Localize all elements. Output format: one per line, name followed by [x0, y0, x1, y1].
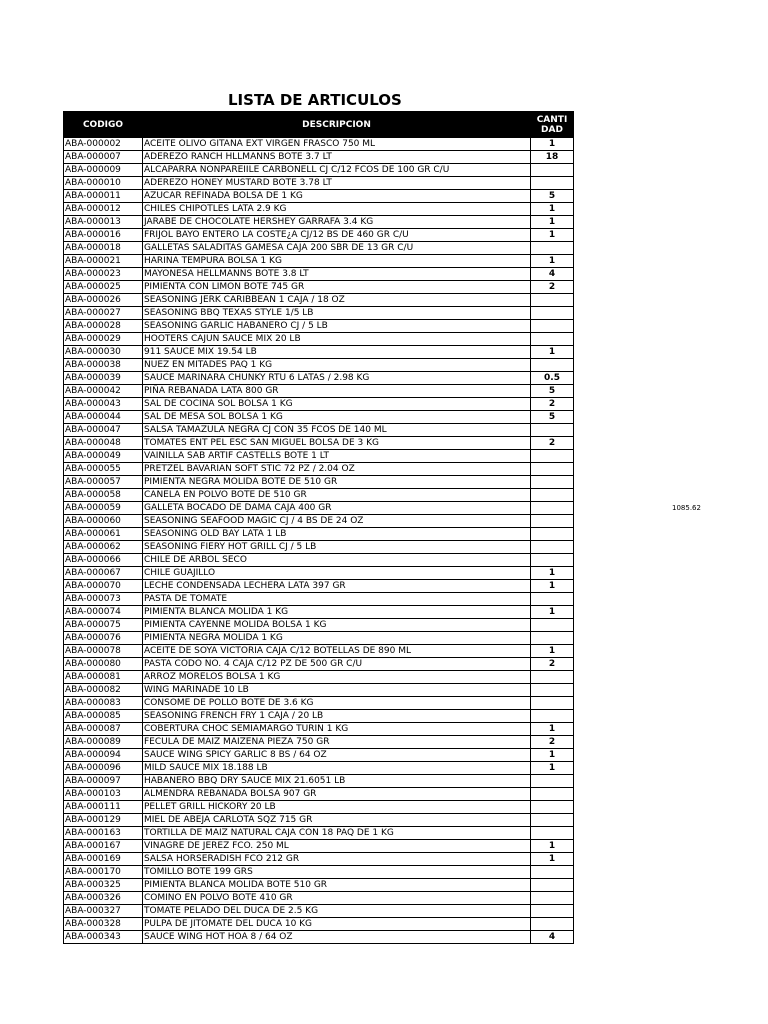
- table-row: [64, 632, 574, 645]
- table-row: [64, 892, 574, 905]
- cell-descripcion: HARINA TEMPURA BOLSA 1 KG: [143, 255, 531, 268]
- header-descripcion: DESCRIPCION: [143, 112, 531, 138]
- cell-codigo: ABA-000097: [64, 775, 143, 788]
- table-row: [64, 827, 574, 840]
- cell-codigo: ABA-000061: [64, 528, 143, 541]
- cell-descripcion: TOMATE PELADO DEL DUCA DE 2.5 KG: [143, 905, 531, 918]
- cell-codigo: ABA-000018: [64, 242, 143, 255]
- cell-cantidad: 1: [531, 840, 574, 853]
- cell-codigo: ABA-000081: [64, 671, 143, 684]
- cell-descripcion: WING MARINADE 10 LB: [143, 684, 531, 697]
- cell-codigo: ABA-000021: [64, 255, 143, 268]
- cell-cantidad: [531, 710, 574, 723]
- cell-cantidad: [531, 463, 574, 476]
- cell-cantidad: [531, 242, 574, 255]
- cell-descripcion: FECULA DE MAIZ MAIZENA PIEZA 750 GR: [143, 736, 531, 749]
- cell-codigo: ABA-000011: [64, 190, 143, 203]
- cell-codigo: ABA-000163: [64, 827, 143, 840]
- cell-codigo: ABA-000016: [64, 229, 143, 242]
- cell-descripcion: 911 SAUCE MIX 19.54 LB: [143, 346, 531, 359]
- cell-cantidad: [531, 333, 574, 346]
- cell-codigo: ABA-000013: [64, 216, 143, 229]
- cell-codigo: ABA-000129: [64, 814, 143, 827]
- cell-descripcion: SAL DE COCINA SOL BOLSA 1 KG: [143, 398, 531, 411]
- table-row: [64, 398, 574, 411]
- table-row: [64, 580, 574, 593]
- cell-cantidad: 2: [531, 658, 574, 671]
- cell-descripcion: MAYONESA HELLMANNS BOTE 3.8 LT: [143, 268, 531, 281]
- cell-codigo: ABA-000075: [64, 619, 143, 632]
- cell-codigo: ABA-000326: [64, 892, 143, 905]
- cell-cantidad: [531, 801, 574, 814]
- cell-cantidad: [531, 788, 574, 801]
- table-row: [64, 203, 574, 216]
- table-row: [64, 866, 574, 879]
- cell-descripcion: SEASONING FRENCH FRY 1 CAJA / 20 LB: [143, 710, 531, 723]
- cell-cantidad: 2: [531, 281, 574, 294]
- table-row: [64, 723, 574, 736]
- table-row: [64, 281, 574, 294]
- cell-descripcion: ALCAPARRA NONPAREIILE CARBONELL CJ C/12 FCOS DE 100 GR C/U: [143, 164, 531, 177]
- table-row: [64, 476, 574, 489]
- cell-codigo: ABA-000009: [64, 164, 143, 177]
- table-row: [64, 502, 574, 515]
- cell-cantidad: [531, 593, 574, 606]
- table-row: [64, 840, 574, 853]
- cell-descripcion: VAINILLA SAB ARTIF CASTELLS BOTE 1 LT: [143, 450, 531, 463]
- cell-descripcion: ADEREZO RANCH HLLMANNS BOTE 3.7 LT: [143, 151, 531, 164]
- cell-cantidad: 1: [531, 762, 574, 775]
- cell-cantidad: [531, 619, 574, 632]
- cell-codigo: ABA-000343: [64, 931, 143, 944]
- table-body: [64, 138, 574, 944]
- cell-cantidad: [531, 450, 574, 463]
- cell-cantidad: [531, 294, 574, 307]
- table-row: [64, 320, 574, 333]
- cell-codigo: ABA-000039: [64, 372, 143, 385]
- cell-codigo: ABA-000059: [64, 502, 143, 515]
- cell-codigo: ABA-000030: [64, 346, 143, 359]
- table-row: [64, 450, 574, 463]
- table-row: [64, 242, 574, 255]
- cell-cantidad: 4: [531, 931, 574, 944]
- table-row: [64, 749, 574, 762]
- cell-cantidad: 1: [531, 346, 574, 359]
- cell-cantidad: [531, 892, 574, 905]
- cell-codigo: ABA-000002: [64, 138, 143, 151]
- cell-cantidad: [531, 528, 574, 541]
- cell-codigo: ABA-000096: [64, 762, 143, 775]
- table-row: [64, 190, 574, 203]
- cell-codigo: ABA-000026: [64, 294, 143, 307]
- table-row: [64, 411, 574, 424]
- table-row: [64, 593, 574, 606]
- cell-descripcion: JARABE DE CHOCOLATE HERSHEY GARRAFA 3.4 KG: [143, 216, 531, 229]
- cell-descripcion: PIÑA REBANADA LATA 800 GR: [143, 385, 531, 398]
- cell-descripcion: PIMIENTA BLANCA MOLIDA 1 KG: [143, 606, 531, 619]
- cell-codigo: ABA-000087: [64, 723, 143, 736]
- cell-codigo: ABA-000082: [64, 684, 143, 697]
- cell-descripcion: ACEITE DE SOYA VICTORIA CAJA C/12 BOTELLAS DE 890 ML: [143, 645, 531, 658]
- table-row: [64, 918, 574, 931]
- table-header-row: [64, 112, 574, 138]
- cell-cantidad: [531, 502, 574, 515]
- cell-codigo: ABA-000169: [64, 853, 143, 866]
- table-row: [64, 216, 574, 229]
- cell-descripcion: SAUCE WING HOT HOA 8 / 64 OZ: [143, 931, 531, 944]
- cell-codigo: ABA-000076: [64, 632, 143, 645]
- cell-cantidad: 18: [531, 151, 574, 164]
- cell-cantidad: 1: [531, 567, 574, 580]
- side-note-total: 1085.62: [672, 504, 701, 512]
- cell-descripcion: PIMIENTA NEGRA MOLIDA BOTE DE 510 GR: [143, 476, 531, 489]
- cell-cantidad: 1: [531, 853, 574, 866]
- table-row: [64, 255, 574, 268]
- cell-codigo: ABA-000048: [64, 437, 143, 450]
- cell-descripcion: GALLETA BOCADO DE DAMA CAJA 400 GR: [143, 502, 531, 515]
- table-row: [64, 905, 574, 918]
- cell-descripcion: AZUCAR REFINADA BOLSA DE 1 KG: [143, 190, 531, 203]
- cell-cantidad: [531, 320, 574, 333]
- cell-cantidad: 5: [531, 385, 574, 398]
- cell-cantidad: [531, 814, 574, 827]
- table-row: [64, 151, 574, 164]
- cell-descripcion: COMINO EN POLVO BOTE 410 GR: [143, 892, 531, 905]
- cell-cantidad: [531, 905, 574, 918]
- cell-cantidad: [531, 307, 574, 320]
- table-row: [64, 229, 574, 242]
- table-row: [64, 294, 574, 307]
- cell-descripcion: MILD SAUCE MIX 18.188 LB: [143, 762, 531, 775]
- table-row: [64, 515, 574, 528]
- cell-descripcion: PELLET GRILL HICKORY 20 LB: [143, 801, 531, 814]
- cell-cantidad: 5: [531, 411, 574, 424]
- table-row: [64, 801, 574, 814]
- table-row: [64, 554, 574, 567]
- cell-descripcion: NUEZ EN MITADES PAQ 1 KG: [143, 359, 531, 372]
- cell-descripcion: PASTA DE TOMATE: [143, 593, 531, 606]
- cell-descripcion: CHILE GUAJILLO: [143, 567, 531, 580]
- cell-descripcion: SEASONING GARLIC HABANERO CJ / 5 LB: [143, 320, 531, 333]
- cell-cantidad: [531, 671, 574, 684]
- cell-cantidad: 1: [531, 645, 574, 658]
- cell-cantidad: [531, 918, 574, 931]
- cell-cantidad: 2: [531, 736, 574, 749]
- header-cantidad: CANTI DAD: [531, 112, 574, 138]
- cell-cantidad: 4: [531, 268, 574, 281]
- cell-descripcion: PIMIENTA BLANCA MOLIDA BOTE 510 GR: [143, 879, 531, 892]
- table-row: [64, 814, 574, 827]
- cell-cantidad: [531, 775, 574, 788]
- cell-descripcion: PULPA DE JITOMATE DEL DUCA 10 KG: [143, 918, 531, 931]
- cell-descripcion: SAL DE MESA SOL BOLSA 1 KG: [143, 411, 531, 424]
- cell-cantidad: 1: [531, 203, 574, 216]
- cell-cantidad: [531, 632, 574, 645]
- cell-cantidad: [531, 827, 574, 840]
- table-row: [64, 177, 574, 190]
- cell-cantidad: 1: [531, 229, 574, 242]
- cell-cantidad: [531, 177, 574, 190]
- cell-cantidad: [531, 489, 574, 502]
- table-row: [64, 333, 574, 346]
- cell-descripcion: SALSA HORSERADISH FCO 212 GR: [143, 853, 531, 866]
- table-row: [64, 736, 574, 749]
- cell-codigo: ABA-000066: [64, 554, 143, 567]
- cell-cantidad: [531, 879, 574, 892]
- cell-cantidad: 2: [531, 437, 574, 450]
- table-row: [64, 346, 574, 359]
- cell-descripcion: PIMIENTA NEGRA MOLIDA 1 KG: [143, 632, 531, 645]
- table-row: [64, 619, 574, 632]
- table-row: [64, 853, 574, 866]
- items-table: [63, 111, 574, 944]
- cell-codigo: ABA-000083: [64, 697, 143, 710]
- table-row: [64, 268, 574, 281]
- cell-descripcion: ADEREZO HONEY MUSTARD BOTE 3.78 LT: [143, 177, 531, 190]
- cell-codigo: ABA-000167: [64, 840, 143, 853]
- table-row: [64, 671, 574, 684]
- cell-codigo: ABA-000111: [64, 801, 143, 814]
- cell-cantidad: 1: [531, 580, 574, 593]
- cell-descripcion: VINAGRE DE JEREZ FCO. 250 ML: [143, 840, 531, 853]
- table-row: [64, 762, 574, 775]
- table-row: [64, 164, 574, 177]
- cell-descripcion: CHILES CHIPOTLES LATA 2.9 KG: [143, 203, 531, 216]
- cell-cantidad: [531, 476, 574, 489]
- cell-cantidad: 5: [531, 190, 574, 203]
- cell-codigo: ABA-000060: [64, 515, 143, 528]
- cell-descripcion: GALLETAS SALADITAS GAMESA CAJA 200 SBR DE 13 GR C/U: [143, 242, 531, 255]
- cell-descripcion: ACEITE OLIVO GITANA EXT VIRGEN FRASCO 750 ML: [143, 138, 531, 151]
- table-row: [64, 359, 574, 372]
- cell-descripcion: SALSA TAMAZULA NEGRA CJ CON 35 FCOS DE 140 ML: [143, 424, 531, 437]
- cell-descripcion: SEASONING SEAFOOD MAGIC CJ / 4 BS DE 24 OZ: [143, 515, 531, 528]
- cell-descripcion: CANELA EN POLVO BOTE DE 510 GR: [143, 489, 531, 502]
- cell-descripcion: HOOTERS CAJUN SAUCE MIX 20 LB: [143, 333, 531, 346]
- cell-descripcion: HABANERO BBQ DRY SAUCE MIX 21.6051 LB: [143, 775, 531, 788]
- cell-codigo: ABA-000049: [64, 450, 143, 463]
- table-row: [64, 463, 574, 476]
- cell-codigo: ABA-000085: [64, 710, 143, 723]
- cell-descripcion: SAUCE MARINARA CHUNKY RTU 6 LATAS / 2.98 KG: [143, 372, 531, 385]
- cell-cantidad: [531, 684, 574, 697]
- cell-descripcion: TOMILLO BOTE 199 GRS: [143, 866, 531, 879]
- cell-cantidad: 1: [531, 749, 574, 762]
- table-row: [64, 372, 574, 385]
- table-row: [64, 710, 574, 723]
- cell-cantidad: [531, 424, 574, 437]
- cell-cantidad: [531, 359, 574, 372]
- cell-codigo: ABA-000078: [64, 645, 143, 658]
- cell-codigo: ABA-000043: [64, 398, 143, 411]
- table-row: [64, 138, 574, 151]
- cell-cantidad: [531, 866, 574, 879]
- cell-cantidad: 0.5: [531, 372, 574, 385]
- cell-descripcion: PRETZEL BAVARIAN SOFT STIC 72 PZ / 2.04 OZ: [143, 463, 531, 476]
- cell-descripcion: TOMATES ENT PEL ESC SAN MIGUEL BOLSA DE 3 KG: [143, 437, 531, 450]
- cell-descripcion: SEASONING OLD BAY LATA 1 LB: [143, 528, 531, 541]
- cell-cantidad: [531, 554, 574, 567]
- cell-cantidad: 1: [531, 255, 574, 268]
- cell-descripcion: SEASONING JERK CARIBBEAN 1 CAJA / 18 OZ: [143, 294, 531, 307]
- cell-cantidad: 1: [531, 138, 574, 151]
- cell-descripcion: FRIJOL BAYO ENTERO LA COSTE¿A CJ/12 BS DE 460 GR C/U: [143, 229, 531, 242]
- cell-codigo: ABA-000067: [64, 567, 143, 580]
- cell-codigo: ABA-000055: [64, 463, 143, 476]
- cell-codigo: ABA-000027: [64, 307, 143, 320]
- cell-descripcion: ARROZ MORELOS BOLSA 1 KG: [143, 671, 531, 684]
- table-row: [64, 645, 574, 658]
- cell-codigo: ABA-000042: [64, 385, 143, 398]
- cell-codigo: ABA-000029: [64, 333, 143, 346]
- cell-codigo: ABA-000089: [64, 736, 143, 749]
- table-row: [64, 788, 574, 801]
- cell-cantidad: [531, 541, 574, 554]
- table-row: [64, 697, 574, 710]
- cell-codigo: ABA-000028: [64, 320, 143, 333]
- cell-codigo: ABA-000325: [64, 879, 143, 892]
- cell-descripcion: PIMIENTA CAYENNE MOLIDA BOLSA 1 KG: [143, 619, 531, 632]
- table-row: [64, 528, 574, 541]
- cell-descripcion: SEASONING FIERY HOT GRILL CJ / 5 LB: [143, 541, 531, 554]
- cell-codigo: ABA-000062: [64, 541, 143, 554]
- cell-codigo: ABA-000007: [64, 151, 143, 164]
- cell-codigo: ABA-000094: [64, 749, 143, 762]
- cell-codigo: ABA-000080: [64, 658, 143, 671]
- cell-descripcion: ALMENDRA REBANADA BOLSA 907 GR: [143, 788, 531, 801]
- cell-cantidad: 1: [531, 216, 574, 229]
- cell-codigo: ABA-000044: [64, 411, 143, 424]
- table-row: [64, 437, 574, 450]
- cell-codigo: ABA-000038: [64, 359, 143, 372]
- cell-cantidad: [531, 697, 574, 710]
- table-row: [64, 541, 574, 554]
- cell-cantidad: 1: [531, 723, 574, 736]
- page-title: LISTA DE ARTICULOS: [228, 91, 402, 109]
- cell-codigo: ABA-000327: [64, 905, 143, 918]
- cell-codigo: ABA-000025: [64, 281, 143, 294]
- cell-codigo: ABA-000074: [64, 606, 143, 619]
- cell-codigo: ABA-000328: [64, 918, 143, 931]
- table-row: [64, 385, 574, 398]
- table-row: [64, 567, 574, 580]
- cell-descripcion: CHILE DE ARBOL SECO: [143, 554, 531, 567]
- table-row: [64, 931, 574, 944]
- cell-codigo: ABA-000012: [64, 203, 143, 216]
- table-row: [64, 606, 574, 619]
- cell-cantidad: 1: [531, 606, 574, 619]
- cell-descripcion: SEASONING BBQ TEXAS STYLE 1/5 LB: [143, 307, 531, 320]
- table-row: [64, 658, 574, 671]
- cell-codigo: ABA-000057: [64, 476, 143, 489]
- table-row: [64, 489, 574, 502]
- cell-descripcion: CONSOME DE POLLO BOTE DE 3.6 KG: [143, 697, 531, 710]
- cell-descripcion: PASTA CODO NO. 4 CAJA C/12 PZ DE 500 GR C/U: [143, 658, 531, 671]
- cell-descripcion: PIMIENTA CON LIMON BOTE 745 GR: [143, 281, 531, 294]
- cell-descripcion: TORTILLA DE MAIZ NATURAL CAJA CON 18 PAQ DE 1 KG: [143, 827, 531, 840]
- cell-codigo: ABA-000073: [64, 593, 143, 606]
- cell-codigo: ABA-000070: [64, 580, 143, 593]
- table-row: [64, 424, 574, 437]
- cell-descripcion: MIEL DE ABEJA CARLOTA SQZ 715 GR: [143, 814, 531, 827]
- table-row: [64, 775, 574, 788]
- table-row: [64, 879, 574, 892]
- cell-cantidad: [531, 515, 574, 528]
- cell-codigo: ABA-000170: [64, 866, 143, 879]
- cell-descripcion: LECHE CONDENSADA LECHERA LATA 397 GR: [143, 580, 531, 593]
- cell-cantidad: [531, 164, 574, 177]
- cell-descripcion: SAUCE WING SPICY GARLIC 8 BS / 64 OZ: [143, 749, 531, 762]
- cell-codigo: ABA-000103: [64, 788, 143, 801]
- table-row: [64, 684, 574, 697]
- header-codigo: CODIGO: [64, 112, 143, 138]
- cell-codigo: ABA-000058: [64, 489, 143, 502]
- cell-codigo: ABA-000023: [64, 268, 143, 281]
- cell-cantidad: 2: [531, 398, 574, 411]
- cell-codigo: ABA-000047: [64, 424, 143, 437]
- table-row: [64, 307, 574, 320]
- cell-descripcion: COBERTURA CHOC SEMIAMARGO TURIN 1 KG: [143, 723, 531, 736]
- cell-codigo: ABA-000010: [64, 177, 143, 190]
